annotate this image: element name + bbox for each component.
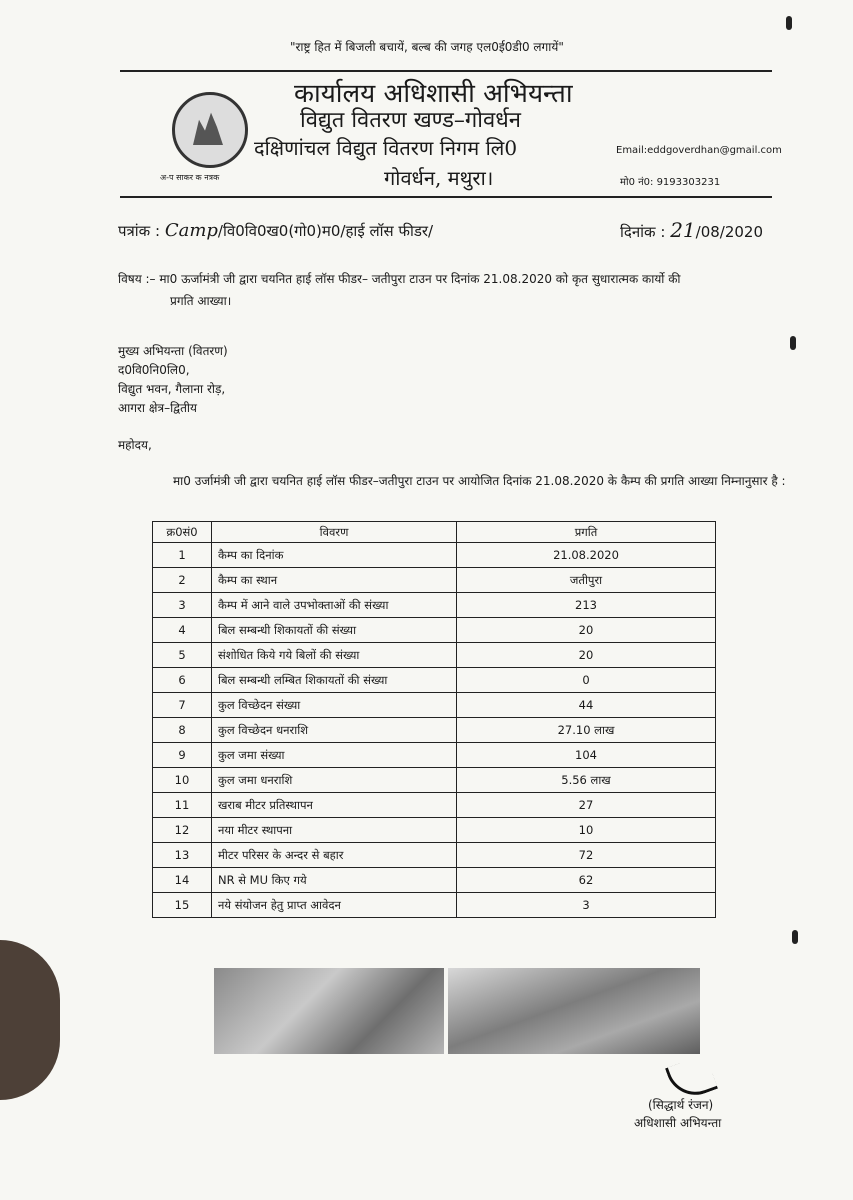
description-cell: संशोधित किये गये बिलों की संख्या (212, 643, 457, 668)
description-cell: कैम्प में आने वाले उपभोक्ताओं की संख्या (212, 593, 457, 618)
header-rule-top (120, 70, 772, 72)
description-cell: नये संयोजन हेतु प्राप्त आवेदन (212, 893, 457, 918)
logo-caption: अ-प साकर क नत्रक (160, 173, 220, 182)
punch-mark (786, 16, 792, 30)
phone-number: मो0 नं0: 9193303231 (620, 177, 721, 188)
progress-cell: 5.56 लाख (457, 768, 716, 793)
header-rule-bottom (120, 196, 772, 198)
addressee-line: मुख्य अभियन्ता (वितरण) (118, 344, 228, 358)
table-row (153, 893, 716, 918)
description-cell: बिल सम्बन्धी शिकायतों की संख्या (212, 618, 457, 643)
table-row (153, 718, 716, 743)
progress-cell: 27.10 लाख (457, 718, 716, 743)
serial-cell: 8 (153, 718, 212, 743)
progress-cell: 10 (457, 818, 716, 843)
discom-logo (172, 92, 248, 168)
date-handwritten: 21 (670, 218, 696, 242)
serial-cell: 1 (153, 543, 212, 568)
table-header-row (153, 522, 716, 543)
progress-cell: 213 (457, 593, 716, 618)
serial-cell: 4 (153, 618, 212, 643)
table-row (153, 643, 716, 668)
description-cell: कुल जमा संख्या (212, 743, 457, 768)
reference-text: /वि0वि0ख0(गो0)म0/हाई लॉस फीडर/ (217, 222, 434, 240)
table-row (153, 818, 716, 843)
serial-cell: 5 (153, 643, 212, 668)
page-shadow (0, 940, 60, 1100)
serial-cell: 6 (153, 668, 212, 693)
progress-cell: 104 (457, 743, 716, 768)
email-address: Email:eddgoverdhan@gmail.com (616, 145, 782, 156)
description-cell: कुल जमा धनराशि (212, 768, 457, 793)
signatory-name: (सिद्धार्थ रंजन) (648, 1098, 714, 1112)
serial-cell: 2 (153, 568, 212, 593)
description-cell: खराब मीटर प्रतिस्थापन (212, 793, 457, 818)
serial-cell: 15 (153, 893, 212, 918)
description-cell: कैम्प का दिनांक (212, 543, 457, 568)
description-cell: नया मीटर स्थापना (212, 818, 457, 843)
table-row (153, 543, 716, 568)
serial-cell: 9 (153, 743, 212, 768)
letter-date (620, 218, 763, 242)
addressee-line: विद्युत भवन, गैलाना रोड़, (118, 382, 226, 396)
office-name: कार्यालय अधिशासी अभियन्ता (294, 79, 573, 109)
progress-cell: 27 (457, 793, 716, 818)
description-cell: NR से MU किए गये (212, 868, 457, 893)
serial-cell: 10 (153, 768, 212, 793)
table-row (153, 693, 716, 718)
description-cell: कैम्प का स्थान (212, 568, 457, 593)
office-location: गोवर्धन, मथुरा। (384, 166, 494, 190)
subject-line-2: प्रगति आख्या। (170, 294, 232, 308)
progress-cell: 44 (457, 693, 716, 718)
table-row (153, 618, 716, 643)
date-label: दिनांक : (620, 223, 666, 241)
reference-label: पत्रांक : (118, 222, 161, 240)
serial-cell: 7 (153, 693, 212, 718)
progress-cell: 62 (457, 868, 716, 893)
punch-mark (792, 930, 798, 944)
subject (118, 268, 788, 312)
slogan: "राष्ट्र हित में बिजली बचायें, बल्ब की जगह एल0ई0डी0 लगायें" (290, 40, 564, 54)
column-header: प्रगति (457, 522, 716, 543)
camp-photo-2 (448, 968, 700, 1054)
description-cell: मीटर परिसर के अन्दर से बहार (212, 843, 457, 868)
salutation: महोदय, (118, 438, 152, 452)
progress-cell: 21.08.2020 (457, 543, 716, 568)
addressee-block (118, 342, 228, 418)
camp-photo-1 (214, 968, 444, 1054)
progress-table (152, 521, 716, 918)
addressee-line: द0वि0नि0लि0, (118, 363, 190, 377)
division-name: विद्युत वितरण खण्ड–गोवर्धन (300, 108, 521, 133)
serial-cell: 14 (153, 868, 212, 893)
column-header: विवरण (212, 522, 457, 543)
description-cell: कुल विच्छेदन धनराशि (212, 718, 457, 743)
table-row (153, 593, 716, 618)
company-name: दक्षिणांचल विद्युत वितरण निगम लि0 (254, 136, 518, 160)
progress-cell: 20 (457, 643, 716, 668)
table-row (153, 668, 716, 693)
body-paragraph: मा0 उर्जामंत्री जी द्वारा चयनित हाई लॉस फीडर–जतीपुरा टाउन पर आयोजित दिनांक 21.08.2020 के कैम्प की प्रगति आख्या निम्नानुसार है : (173, 474, 786, 488)
reference-number (118, 220, 433, 241)
progress-cell: 20 (457, 618, 716, 643)
description-cell: कुल विच्छेदन संख्या (212, 693, 457, 718)
progress-cell: 3 (457, 893, 716, 918)
signatory-title: अधिशासी अभियन्ता (634, 1116, 722, 1130)
description-cell: बिल सम्बन्धी लम्बित शिकायतों की संख्या (212, 668, 457, 693)
progress-cell: जतीपुरा (457, 568, 716, 593)
date-text: /08/2020 (695, 223, 764, 241)
serial-cell: 3 (153, 593, 212, 618)
table-row (153, 568, 716, 593)
table-row (153, 868, 716, 893)
addressee-line: आगरा क्षेत्र–द्वितीय (118, 401, 197, 415)
table-row (153, 793, 716, 818)
column-header: क्र0सं0 (153, 522, 212, 543)
progress-cell: 0 (457, 668, 716, 693)
punch-mark (790, 336, 796, 350)
table-row (153, 743, 716, 768)
table-row (153, 768, 716, 793)
serial-cell: 13 (153, 843, 212, 868)
reference-handwritten: Camp (164, 220, 218, 241)
serial-cell: 11 (153, 793, 212, 818)
table-row (153, 843, 716, 868)
serial-cell: 12 (153, 818, 212, 843)
progress-cell: 72 (457, 843, 716, 868)
subject-line-1: विषय :– मा0 ऊर्जामंत्री जी द्वारा चयनित हाई लॉस फीडर– जतीपुरा टाउन पर दिनांक 21.08.2020 को कृत सुधारात्मक कार्यो की (118, 272, 681, 286)
